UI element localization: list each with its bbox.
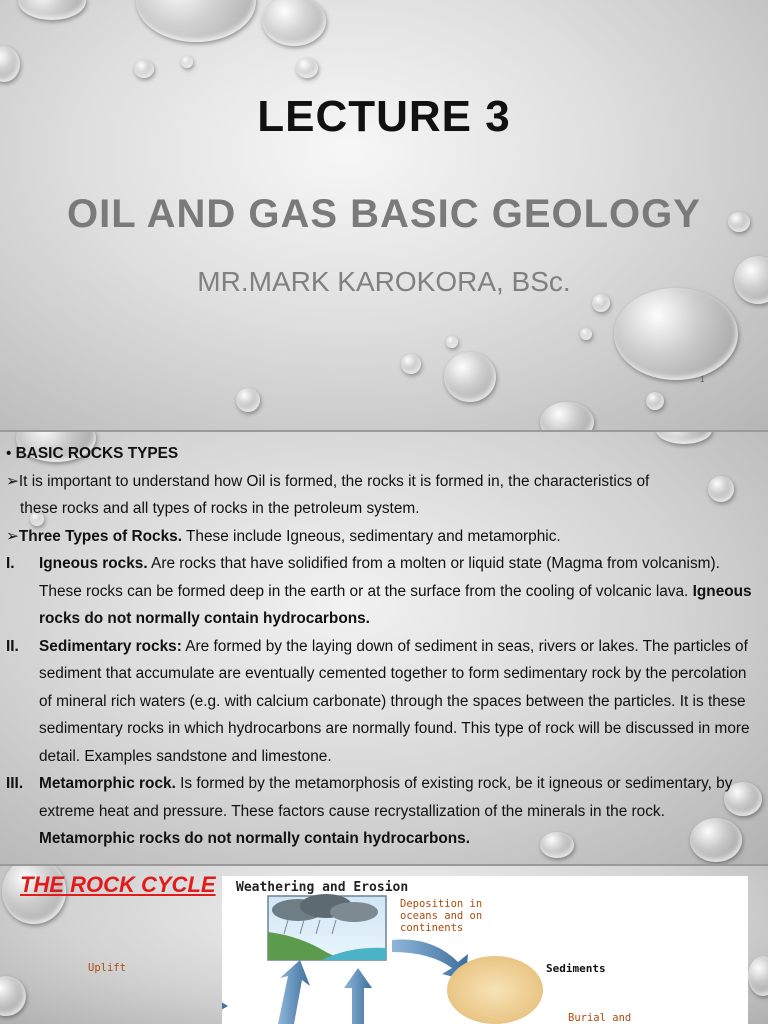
- rock-types-content: [6, 440, 758, 853]
- three-types-text: These include Igneous, sedimentary and metamorphic.: [181, 527, 561, 545]
- water-drop-decoration: [446, 336, 458, 348]
- item-description: Is formed by the metamorphosis of existing rock, be it igneous or sedimentary, by extreme heat and pressure. These factors cause recrystallization of the minerals in the rock.: [39, 775, 733, 820]
- item-description: Are formed by the laying down of sediment in seas, rivers or lakes. The particles of sediment that accumulate are eventually cemented together to form sedimentary rock by the percolation of mineral rich waters (e.g. with calcium carbonate) through the spaces between the particles. It is these sedimentary rocks in which hydrocarbons are normally found. This type of rock will be discussed in more detail. Examples sandstone and limestone.: [39, 637, 750, 765]
- section-heading: [6, 440, 758, 468]
- lecture-author: MR.MARK KAROKORA, BSc.: [197, 266, 571, 297]
- water-drop-decoration: [18, 0, 86, 20]
- list-numeral: II.: [6, 637, 19, 655]
- water-drop-decoration: [540, 402, 594, 430]
- three-types-line: [6, 523, 758, 551]
- list-item-sedimentary: [6, 633, 758, 771]
- water-drop-decoration: [614, 288, 738, 380]
- arrow-bullet-icon: ➢: [6, 472, 19, 490]
- item-emphasis: Metamorphic rocks do not normally contain hydrocarbons.: [39, 830, 471, 847]
- bullet-marker: •: [6, 445, 12, 462]
- item-term: Metamorphic rock.: [39, 775, 176, 792]
- water-drop-decoration: [296, 58, 318, 78]
- item-term: Sedimentary rocks:: [39, 637, 182, 655]
- weathering-label: Weathering and Erosion: [236, 880, 409, 895]
- recycle-arrow: [222, 994, 228, 1024]
- list-item-igneous: [6, 550, 758, 633]
- uplift-arrows: [278, 960, 372, 1024]
- intro-line-1: It is important to understand how Oil is formed, the rocks it is formed in, the characteristics of: [18, 472, 650, 490]
- water-drop-decoration: [236, 388, 260, 412]
- sediments-label: Sediments: [546, 962, 606, 975]
- intro-line-2: these rocks and all types of rocks in the petroleum system.: [20, 500, 420, 517]
- water-drop-decoration: [646, 392, 664, 410]
- water-drop-decoration: [0, 46, 20, 82]
- lecture-title: LECTURE 3: [257, 92, 511, 141]
- list-item-text: [39, 550, 758, 633]
- water-drop-decoration: [444, 352, 496, 402]
- list-numeral: I.: [6, 555, 15, 572]
- water-drop-decoration: [136, 0, 256, 42]
- water-drop-decoration: [262, 0, 326, 46]
- title-slide: [0, 0, 768, 430]
- sediment-layer: [447, 956, 543, 1024]
- item-description: Are rocks that have solidified from a molten or liquid state (Magma from volcanism). These rocks can be formed deep in the earth or at the surface from the cooling of volcanic lava.: [39, 555, 720, 600]
- arrow-bullet-icon: ➢: [6, 527, 19, 545]
- section-heading-text: BASIC ROCKS TYPES: [15, 445, 179, 462]
- deposition-line: Deposition in: [400, 898, 483, 910]
- water-drop-decoration: [580, 328, 592, 340]
- slide-number: 1: [700, 375, 705, 384]
- intro-paragraph: [6, 468, 758, 496]
- water-drop-decoration: [181, 56, 193, 68]
- weathering-erosion-scene: [268, 894, 386, 960]
- item-emphasis: Igneous rocks do not normally contain hydrocarbons.: [39, 582, 752, 627]
- burial-label: Burial and: [568, 1012, 632, 1024]
- list-item-text: [39, 770, 758, 853]
- lecture-subtitle: OIL AND GAS BASIC GEOLOGY: [67, 192, 701, 236]
- list-numeral: III.: [6, 775, 24, 792]
- water-drop-decoration: [134, 60, 154, 78]
- three-types-label: Three Types of Rocks.: [18, 527, 182, 545]
- rock-cycle-slide: [0, 866, 768, 1024]
- deposition-line: oceans and on: [400, 910, 483, 922]
- list-item-text: [39, 633, 758, 771]
- list-item-metamorphic: [6, 770, 758, 853]
- water-drop-decoration: [401, 354, 421, 374]
- deposition-label: [400, 898, 482, 934]
- rock-types-slide: [0, 432, 768, 864]
- deposition-line: continents: [400, 922, 464, 934]
- item-term: Igneous rocks.: [39, 555, 148, 572]
- water-drop-decoration: [0, 976, 26, 1016]
- uplift-label: Uplift: [88, 962, 126, 974]
- rock-cycle-illustration: [222, 876, 748, 1024]
- water-drop-decoration: [748, 956, 768, 996]
- rock-cycle-title: THE ROCK CYCLE: [20, 872, 216, 897]
